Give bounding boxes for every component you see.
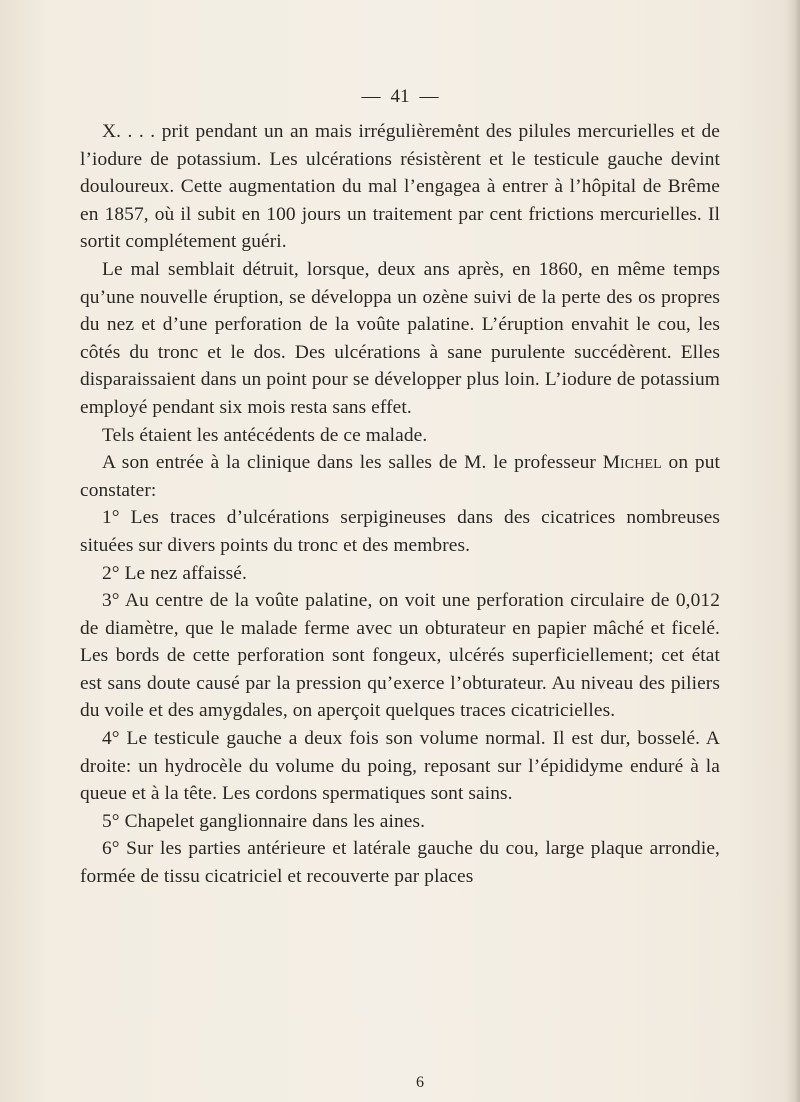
paragraph-7: 3° Au centre de la voûte palatine, on voit une perforation circulaire de 0,012 de diamètre, que le malade ferme avec un obturateur en papier mâché et ficelé. Les bords de cette perforation sont fongeux, ulcérés superficiellement; cet état est sans doute causé par la pression qu’exerce l’obturateur. Au niveau des piliers du voile et des amygdales, on aperçoit quelques traces cicatricielles. xyxy=(80,590,720,722)
paragraph-8: 4° Le testicule gauche a deux fois son volume normal. Il est dur, bosselé. A droite: un hydrocèle du volume du poing, reposant sur l’épididyme enduré à la queue et à la tête. Les cordons spermatiques sont sains. xyxy=(80,728,720,805)
paragraph-6: 2° Le nez affaissé. xyxy=(102,562,247,584)
header-right-dash: — xyxy=(419,86,439,107)
paragraph-9: 5° Chapelet ganglionnaire dans les aines. xyxy=(102,810,426,832)
paragraph-4 xyxy=(80,449,720,504)
paragraph-10: 6° Sur les parties antérieure et latérale gauche du cou, large plaque arrondie, formée de tissu cicatriciel et recouverte par places xyxy=(80,838,720,888)
page-edge-shadow xyxy=(786,0,800,1102)
paragraph-5: 1° Les traces d’ulcérations serpigineuses dans des cicatrices nombreuses situées sur divers points du tronc et des membres. xyxy=(80,507,720,556)
page-number: 41 xyxy=(390,86,410,107)
paragraph-2: Le mal semblait détruit, lorsque, deux ans après, en 1860, en même temps qu’une nouvelle éruption, se développa un ozène suivi de la perte des os propres du nez et d’une perforation de la voûte palatine. L’éruption envahit le cou, les côtés du tronc et le dos. Des ulcérations à sane purulente succédèrent. Elles disparaissaient dans un point pour se développer plus loin. L’iodure de potassium employé pendant six mois resta sans effet. xyxy=(80,258,720,418)
paragraph-1: X. . . . prit pendant un an mais irrégulièrement des pilules mercurielles et de l’iodure de potassium. Les ulcérations résistèrent et le testicule gauche devint douloureux. Cette augmentation du mal l’engagea à entrer à l’hôpital de Brême en 1857, où il subit en 100 jours un traitement par cent frictions mercurielles. Il sortit complétement guéri. xyxy=(80,121,720,253)
professor-name: Michel xyxy=(602,452,662,474)
page-header xyxy=(0,86,800,108)
signature-mark: 6 xyxy=(416,1074,424,1091)
body-text xyxy=(80,118,720,891)
header-left-dash: — xyxy=(361,86,381,107)
paragraph-4-before: A son entrée à la clinique dans les salles de M. le professeur xyxy=(102,452,603,474)
paragraph-3: Tels étaient les antécédents de ce malade. xyxy=(102,424,428,446)
paragraph-4-after: on put constater: xyxy=(80,452,720,501)
